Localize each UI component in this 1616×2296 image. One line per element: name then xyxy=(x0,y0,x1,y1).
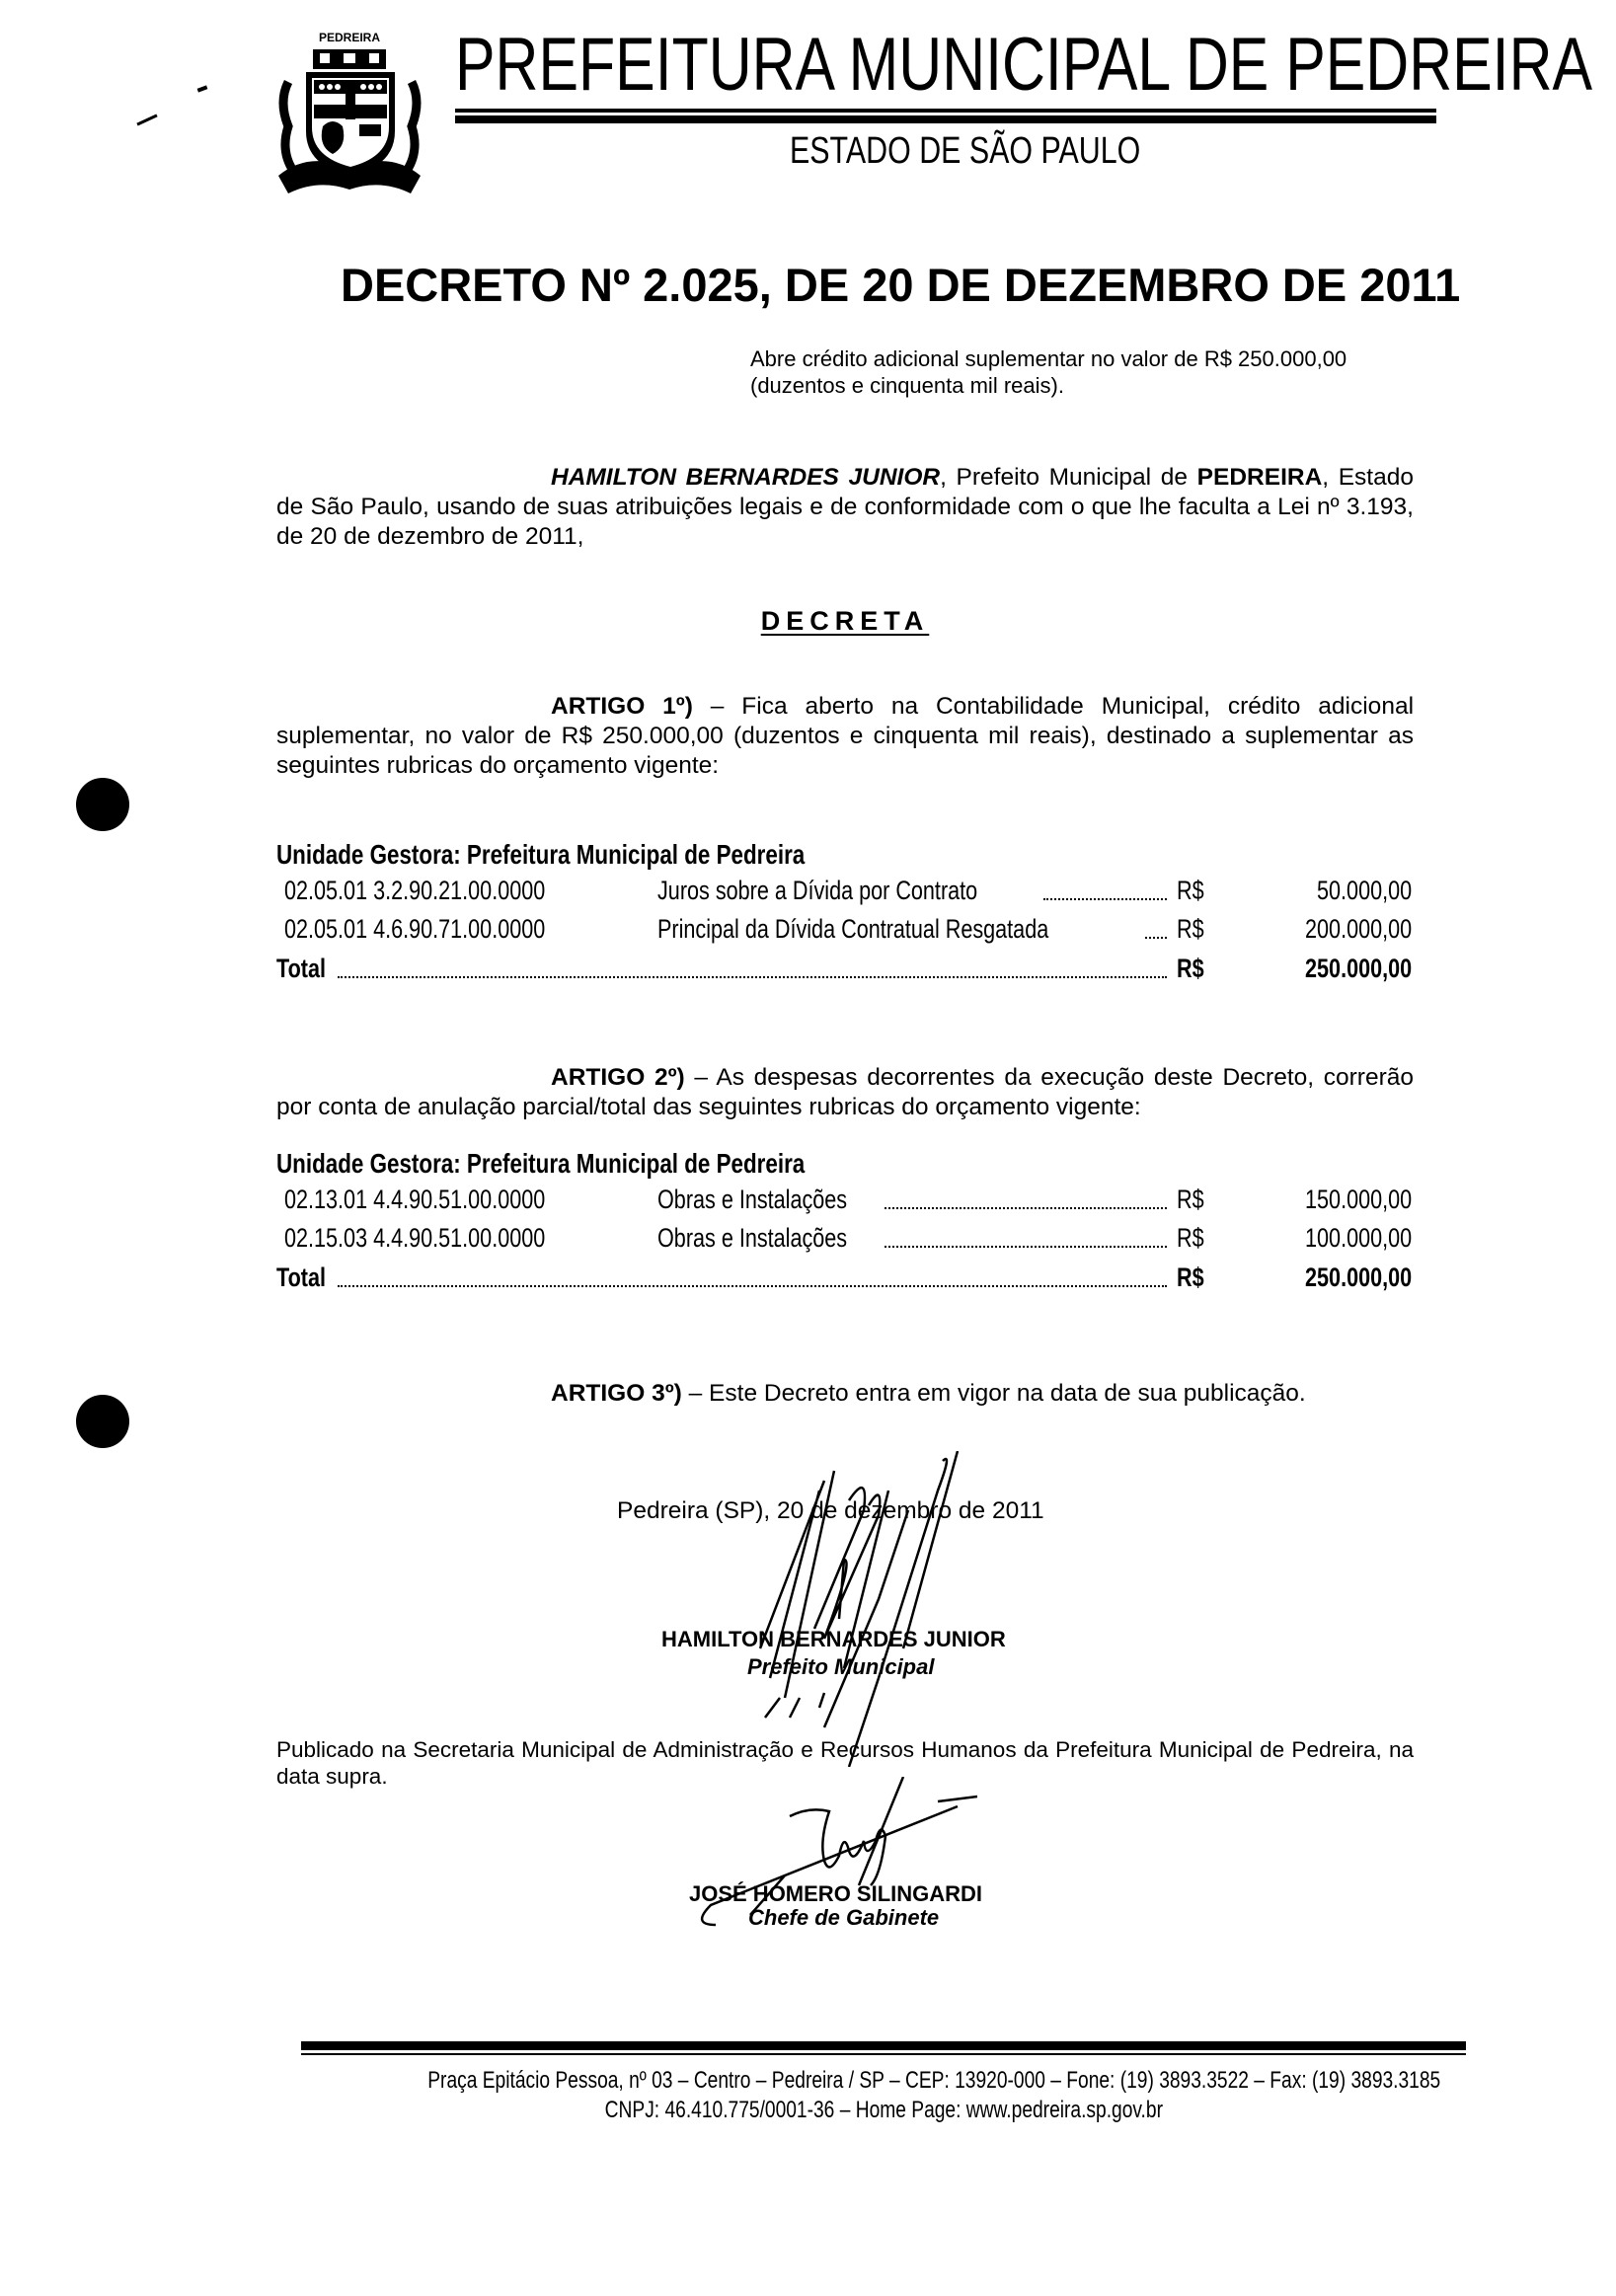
article-2 xyxy=(276,1063,1414,1122)
footer-rule-thin xyxy=(301,2053,1466,2055)
decree-heading: DECRETO Nº 2.025, DE 20 DE DEZEMBRO DE 2011 xyxy=(341,259,1461,311)
footer-address: Praça Epitácio Pessoa, nº 03 – Centro – Pedreira / SP – CEP: 13920-000 – Fone: (19) 3893.3522 – Fax: (19) 3893.3185 xyxy=(427,2067,1441,2094)
article-1 xyxy=(276,692,1414,781)
decree-summary: Abre crédito adicional suplementar no valor de R$ 250.000,00 (duzentos e cinquenta mil reais). xyxy=(750,346,1347,398)
table1-title: Unidade Gestora: Prefeitura Municipal de Pedreira xyxy=(276,839,806,870)
budget-code: 02.15.03 4.4.90.51.00.0000 xyxy=(284,1223,546,1253)
budget-code: 02.13.01 4.4.90.51.00.0000 xyxy=(284,1185,546,1214)
footer-rule-thick xyxy=(301,2041,1466,2050)
scan-mark xyxy=(197,85,208,92)
table-row xyxy=(276,1184,1412,1217)
article-text: – Este Decreto entra em vigor na data de sua publicação. xyxy=(681,1380,1306,1407)
currency: R$ xyxy=(1177,1263,1204,1292)
chief-of-staff-signature xyxy=(691,1777,977,1935)
preamble-text: , Prefeito Municipal de xyxy=(940,464,1197,491)
budget-code: 02.05.01 3.2.90.21.00.0000 xyxy=(284,876,546,905)
budget-description: Obras e Instalações xyxy=(657,1223,848,1253)
mayor-name: HAMILTON BERNARDES JUNIOR xyxy=(551,464,941,491)
scan-mark xyxy=(136,114,157,125)
currency: R$ xyxy=(1177,954,1204,983)
currency: R$ xyxy=(1177,876,1204,905)
table-row xyxy=(276,913,1412,947)
punch-hole xyxy=(76,778,129,831)
state-subtitle: ESTADO DE SÃO PAULO xyxy=(790,130,1141,172)
table2-title: Unidade Gestora: Prefeitura Municipal de Pedreira xyxy=(276,1148,806,1179)
table-row xyxy=(276,1222,1412,1256)
article-text: – As despesas decorrentes da execução deste Decreto, correrão por conta de anulação parcial/total das seguintes rubricas do orçamento vigente: xyxy=(276,1064,1414,1120)
mayor-signature xyxy=(731,1451,987,1767)
article-3 xyxy=(551,1380,1306,1408)
punch-hole xyxy=(76,1395,129,1448)
currency: R$ xyxy=(1177,914,1204,944)
preamble-paragraph xyxy=(276,463,1414,552)
article-text: – Fica aberto na Contabilidade Municipal, crédito adicional suplementar, no valor de R$ 250.000,00 (duzentos e cinquenta mil reais), destinado a suplementar as seguintes rubricas do orçamento vigente: xyxy=(276,693,1415,779)
signer1-name: HAMILTON BERNARDES JUNIOR xyxy=(661,1627,1006,1651)
coat-of-arms-logo xyxy=(269,28,431,193)
table-total-row xyxy=(276,953,1412,986)
budget-code: 02.05.01 4.6.90.71.00.0000 xyxy=(284,914,546,944)
table-row xyxy=(276,875,1412,908)
amount: 200.000,00 xyxy=(1304,914,1412,944)
amount: 150.000,00 xyxy=(1304,1185,1412,1214)
currency: R$ xyxy=(1177,1223,1204,1253)
budget-description: Juros sobre a Dívida por Contrato xyxy=(657,876,978,905)
total-label: Total xyxy=(276,954,326,983)
article-label: ARTIGO 1º) xyxy=(551,693,693,720)
header-rule-thick xyxy=(455,115,1436,123)
signer2-name: JOSÉ HOMERO SILINGARDI xyxy=(689,1881,983,1906)
municipality-title: PREFEITURA MUNICIPAL DE PEDREIRA xyxy=(455,23,1593,107)
city-name: PEDREIRA xyxy=(1196,464,1323,491)
decreta-heading: DECRETA xyxy=(760,606,930,636)
article-label: ARTIGO 2º) xyxy=(551,1064,685,1091)
budget-description: Obras e Instalações xyxy=(657,1185,848,1214)
amount: 100.000,00 xyxy=(1304,1223,1412,1253)
date-line: Pedreira (SP), 20 de dezembro de 2011 xyxy=(617,1497,1044,1524)
header-rule-thin xyxy=(455,109,1436,113)
svg-text:PEDREIRA: PEDREIRA xyxy=(318,31,381,44)
budget-description: Principal da Dívida Contratual Resgatada xyxy=(657,914,1049,944)
total-amount: 250.000,00 xyxy=(1304,1263,1412,1292)
signer1-role: Prefeito Municipal xyxy=(747,1654,935,1679)
total-amount: 250.000,00 xyxy=(1304,954,1412,983)
currency: R$ xyxy=(1177,1185,1204,1214)
footer-contact: CNPJ: 46.410.775/0001-36 – Home Page: www.pedreira.sp.gov.br xyxy=(604,2097,1163,2123)
article-label: ARTIGO 3º) xyxy=(551,1380,682,1407)
signer2-role: Chefe de Gabinete xyxy=(748,1905,940,1930)
table-total-row xyxy=(276,1262,1412,1295)
preamble-text: , Estado de São Paulo, usando de suas atribuições legais e de conformidade com o que lhe faculta a Lei nº 3.193, de 20 de dezembro de 2011, xyxy=(276,464,1414,550)
publication-note: Publicado na Secretaria Municipal de Administração e Recursos Humanos da Prefeitura Municipal de Pedreira, na data supra. xyxy=(276,1737,1414,1789)
total-label: Total xyxy=(276,1263,326,1292)
amount: 50.000,00 xyxy=(1316,876,1412,905)
